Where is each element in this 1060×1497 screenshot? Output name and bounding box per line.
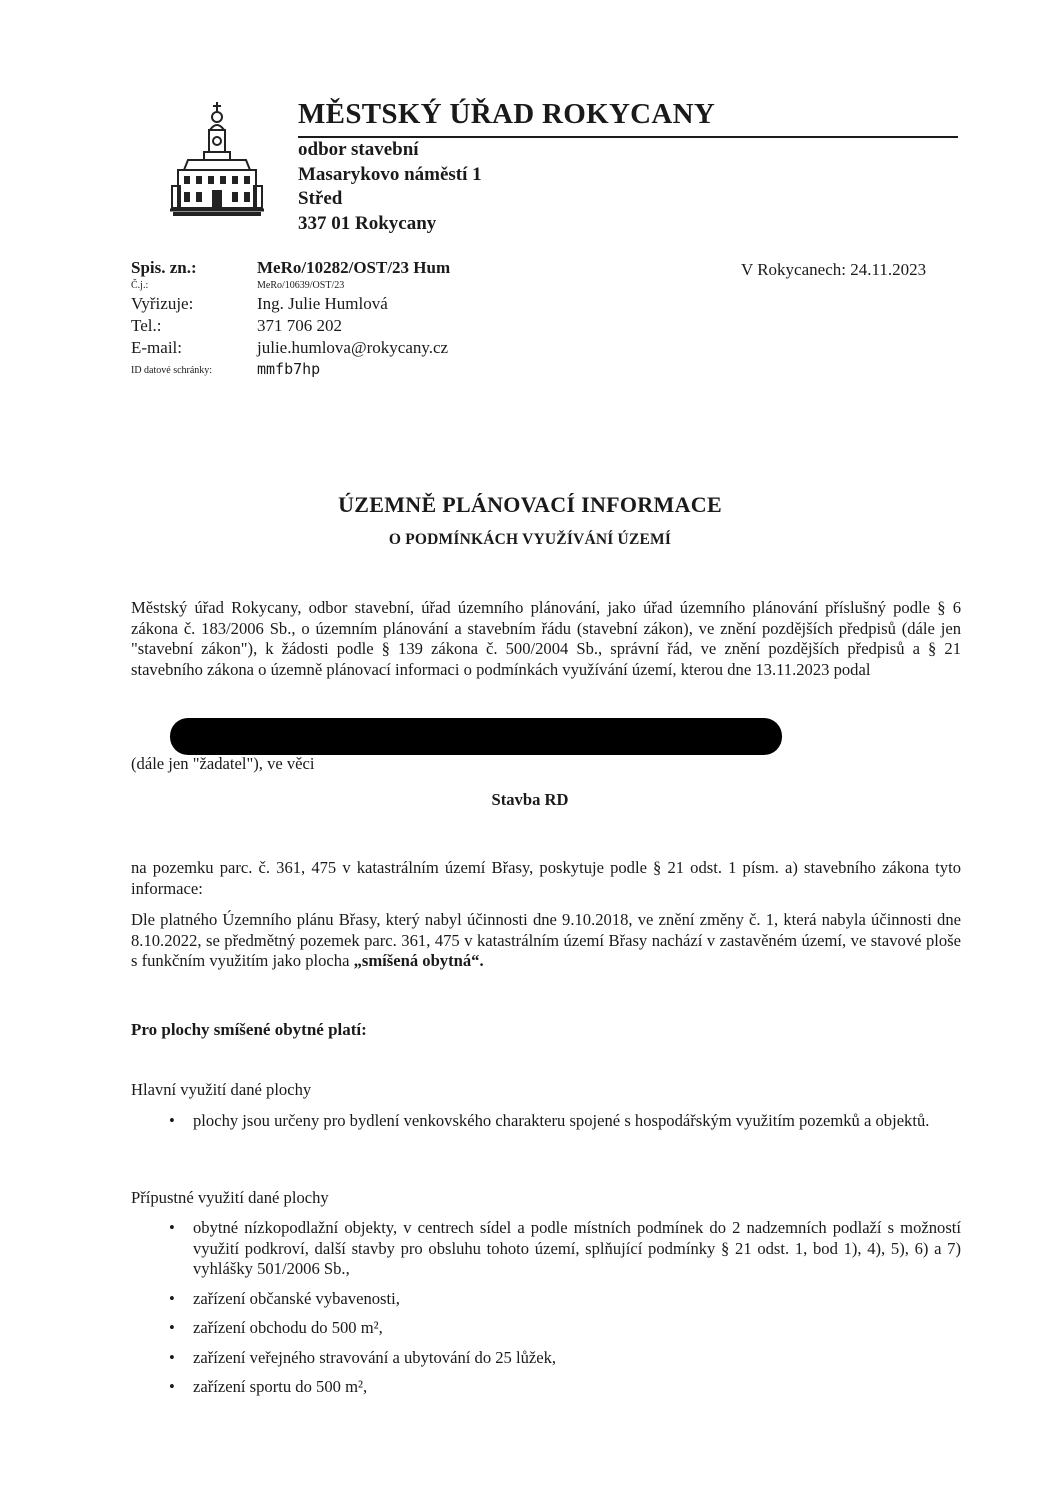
- list-item: • zařízení veřejného stravování a ubytování do 25 lůžek,: [169, 1347, 557, 1367]
- bullet-icon: •: [169, 1377, 175, 1396]
- plan-land-use: „smíšená obytná“.: [353, 951, 484, 970]
- vyrizuje-label: Vyřizuje:: [131, 294, 194, 313]
- bullet-icon: •: [169, 1347, 175, 1367]
- permitted-use-list: [131, 1218, 961, 1407]
- list-item: • plochy jsou určeny pro bydlení venkovského charakteru spojené s hospodářským využitím pozemků a objektů.: [169, 1111, 930, 1130]
- district: Střed: [298, 188, 343, 209]
- list-item: • obytné nízkopodlažní objekty, v centrech sídel a podle místních podmínek do 2 nadzemních podlaží s možností využití podkroví, další stavby pro obsluhu tohoto území, splňující podmínky § 21 odst. 1, bod 1), 4), 5), 6) a 7) vyhlášky 501/2006 Sb.,: [169, 1218, 961, 1278]
- subject-heading: Stavba RD: [491, 790, 569, 809]
- postal-code: 337 01 Rokycany: [298, 212, 437, 234]
- tel-label: Tel.:: [131, 316, 162, 335]
- bullet-icon: •: [169, 1318, 175, 1337]
- plan-paragraph: [131, 910, 961, 972]
- spis-label: Spis. zn.:: [131, 258, 197, 277]
- redacted-applicant: [170, 718, 782, 755]
- main-use-list: [131, 1111, 961, 1141]
- plan-paragraph-text: Dle platného Územního plánu Břasy, který nabyl účinnosti dne 9.10.2018, ve znění změny č. 1, která nabyla účinnosti dne 8.10.2022, se předmětný pozemek parc. 361, 475 v katastrálním území Břasy nachází v zastavěném území, ve stavové ploše s funkčním využitím jako plocha: [131, 910, 961, 970]
- intro-paragraph: Městský úřad Rokycany, odbor stavební, úřad územního plánování, jako úřad územního plánování příslušný podle § 6 zákona č. 183/2006 Sb., o územním plánování a stavebním řádu (stavební zákon), ve znění pozdějších předpisů (dále jen "stavební zákon"), k žádosti podle § 139 zákona č. 500/2004 Sb., správní řád, ve znění pozdějších předpisů a § 21 stavebního zákona o územně plánovací informaci o podmínkách využívání území, kterou dne 13.11.2023 podal: [131, 598, 961, 679]
- list-item: • zařízení sportu do 500 m²,: [169, 1377, 368, 1396]
- document-date: V Rokycanech: 24.11.2023: [741, 260, 927, 279]
- street: Masarykovo náměstí 1: [298, 163, 482, 185]
- bullet-icon: •: [169, 1218, 175, 1237]
- main-use-heading: Hlavní využití dané plochy: [131, 1080, 312, 1099]
- vyrizuje-value: Ing. Julie Humlová: [257, 294, 388, 313]
- document-subtitle: O PODMÍNKÁCH VYUŽÍVÁNÍ ÚZEMÍ: [388, 531, 672, 548]
- bullet-icon: •: [169, 1288, 175, 1308]
- spis-value: MeRo/10282/OST/23 Hum: [257, 258, 451, 277]
- email-label: E-mail:: [131, 338, 182, 357]
- department: odbor stavební: [298, 139, 419, 160]
- list-item: • zařízení občanské vybavenosti,: [169, 1288, 400, 1308]
- email-value: julie.humlova@rokycany.cz: [257, 338, 449, 357]
- office-name: MĚSTSKÝ ÚŘAD ROKYCANY: [298, 98, 716, 130]
- permitted-use-heading: Přípustné využití dané plochy: [131, 1188, 329, 1207]
- tel-value: 371 706 202: [257, 316, 342, 335]
- applicant-line: (dále jen "žadatel"), ve věci: [131, 754, 315, 773]
- parcel-paragraph: na pozemku parc. č. 361, 475 v katastrálním území Břasy, poskytuje podle § 21 odst. 1 písm. a) stavebního zákona tyto informace:: [131, 858, 961, 898]
- bullet-icon: •: [169, 1111, 175, 1130]
- section-heading: Pro plochy smíšené obytné platí:: [131, 1020, 367, 1039]
- cj-value: MeRo/10639/OST/23: [257, 280, 345, 291]
- cj-label: Č.j.:: [131, 280, 149, 291]
- list-item: • zařízení obchodu do 500 m²,: [169, 1318, 383, 1337]
- office-address: [298, 138, 482, 236]
- document-title: ÚZEMNĚ PLÁNOVACÍ INFORMACE: [338, 492, 722, 517]
- data-box-label: ID datové schránky:: [131, 365, 213, 376]
- town-hall-logo-icon: [168, 100, 266, 218]
- data-box-value: mmfb7hp: [257, 360, 321, 378]
